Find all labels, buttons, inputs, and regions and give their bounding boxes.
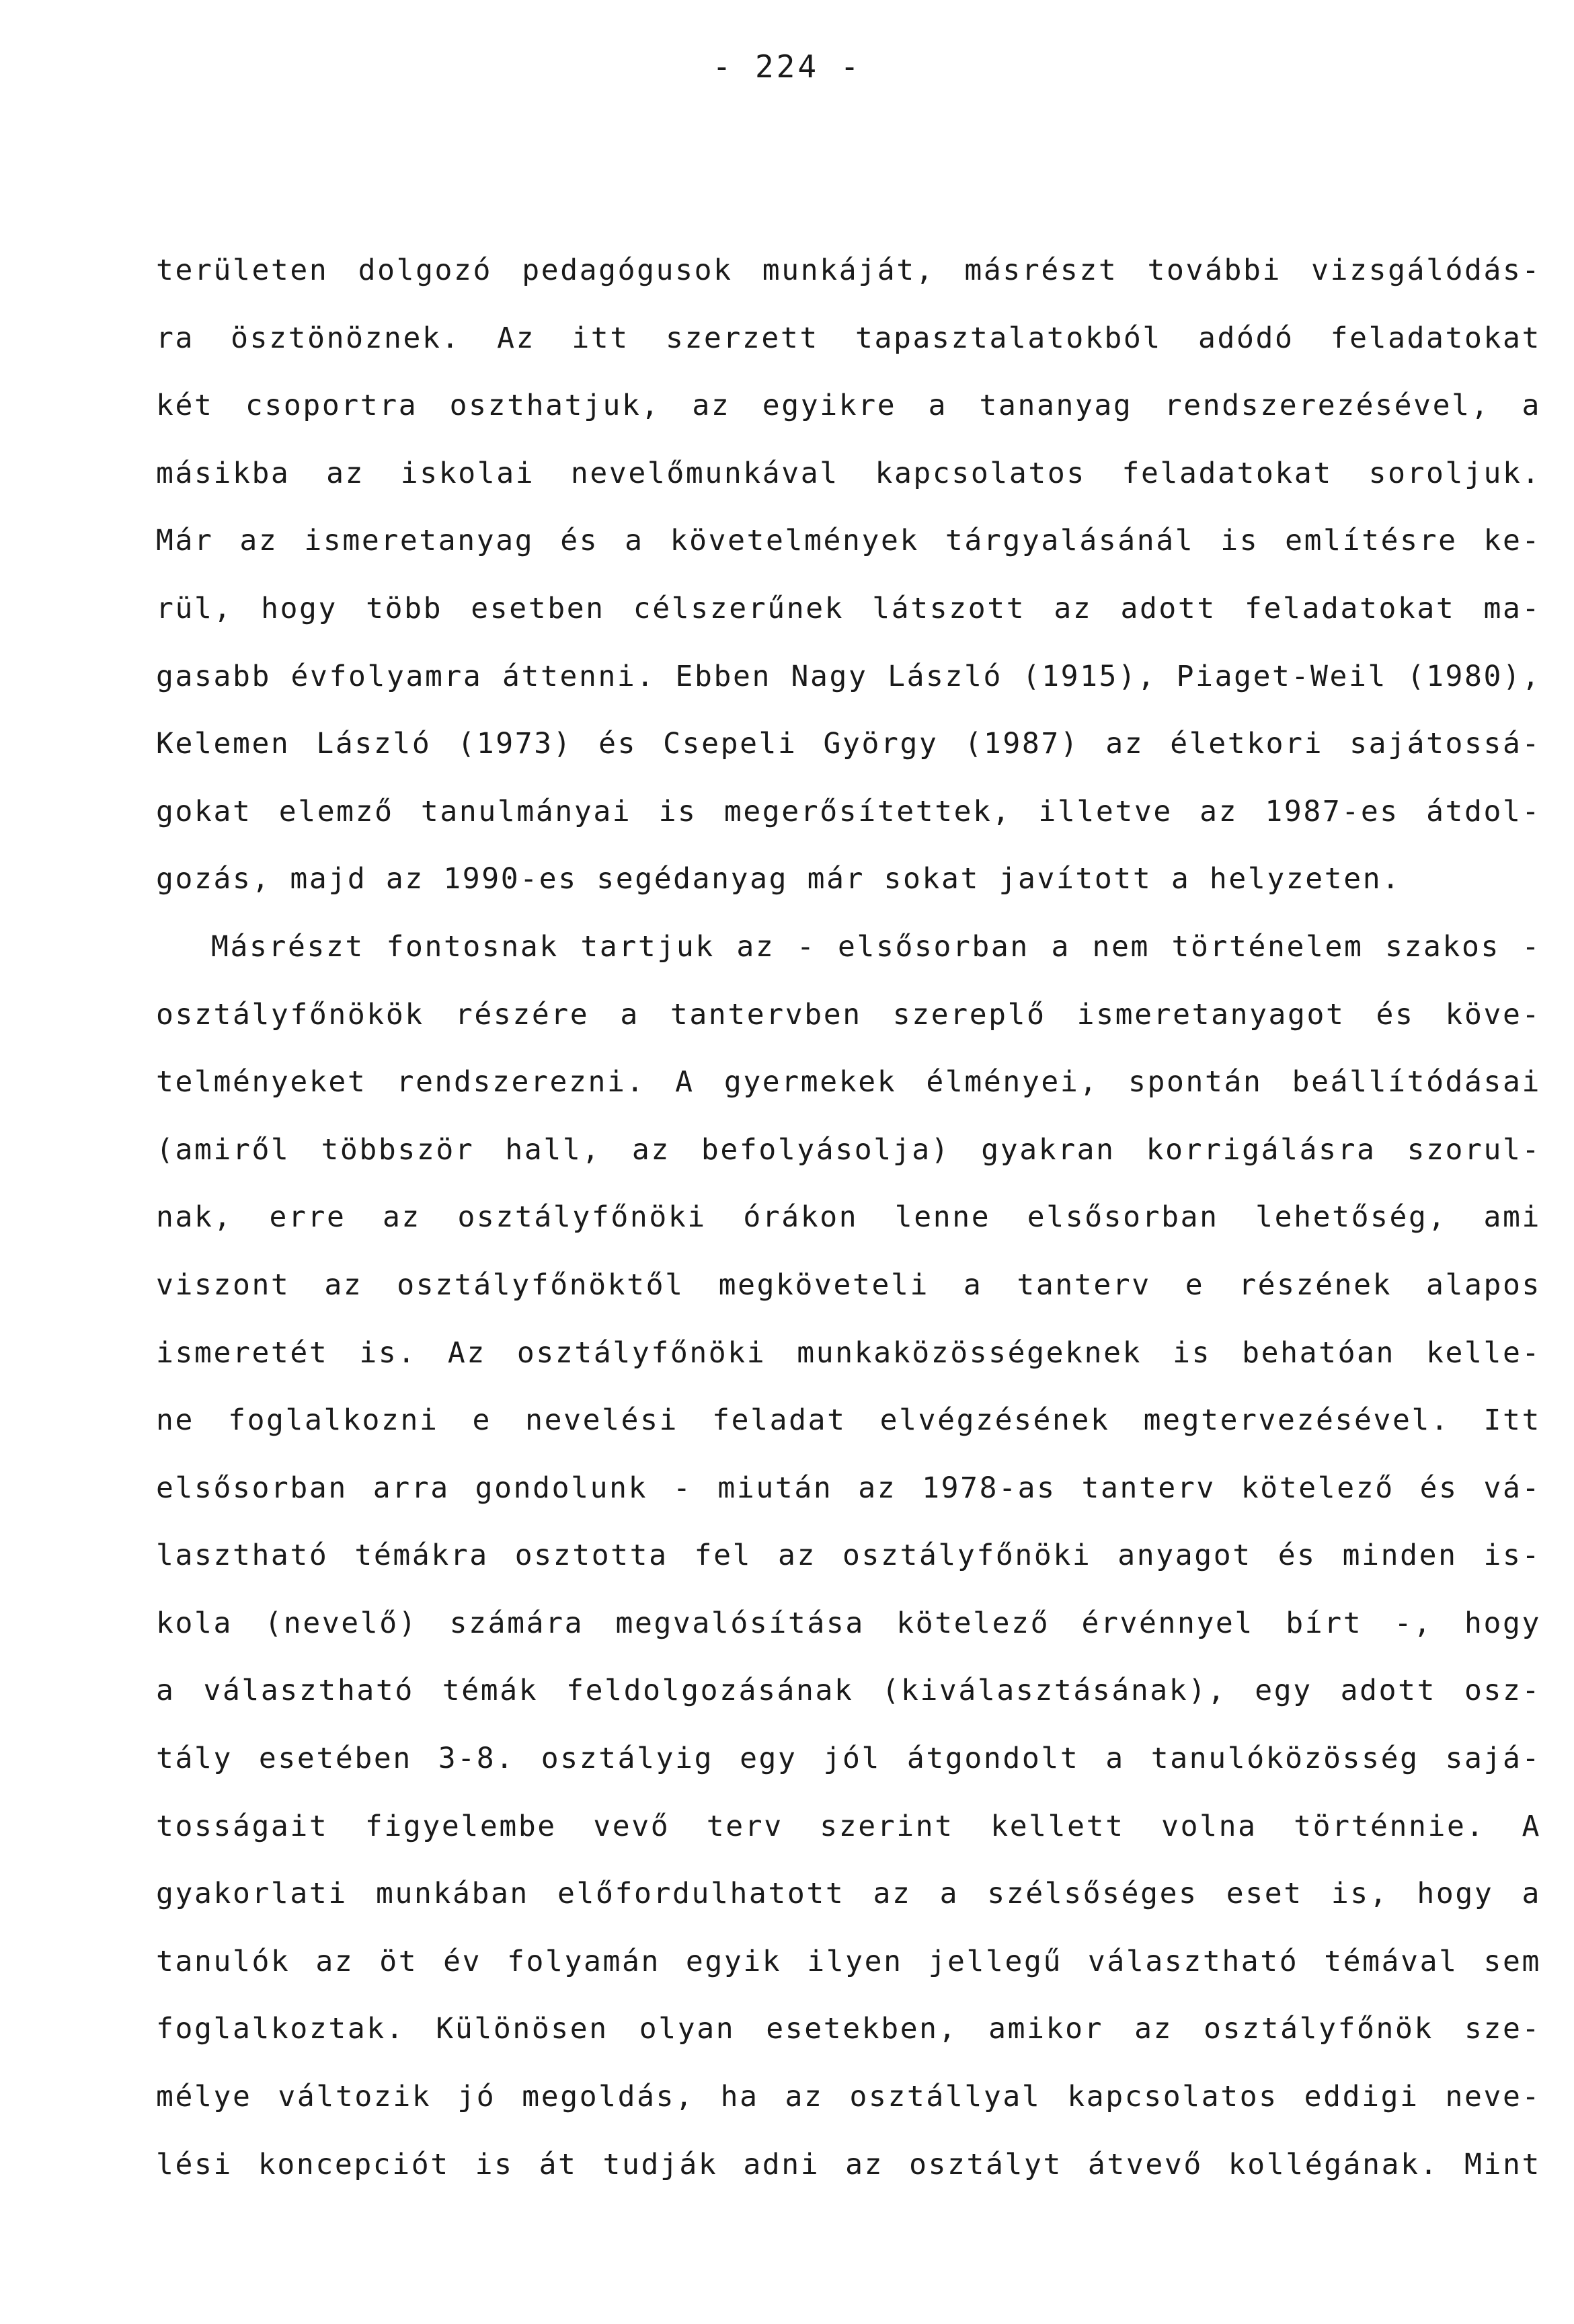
text-line: gokat elemző tanulmányai is megerősítettek, illetve az 1987-es átdol- [156,794,1541,828]
text-line: telményeket rendszerezni. A gyermekek élményei, spontán beállítódásai [156,1065,1541,1099]
text-line: lasztható témákra osztotta fel az osztályfőnöki anyagot és minden is- [156,1539,1541,1573]
text-line: tály esetében 3-8. osztályig egy jól átgondolt a tanulóközösség sajá- [156,1742,1541,1776]
text-line: mélye változik jó megoldás, ha az osztállyal kapcsolatos eddigi neve- [156,2080,1541,2114]
text-line: gozás, majd az 1990-es segédanyag már sokat javított a helyzeten. [156,862,1401,896]
text-line: foglalkoztak. Különösen olyan esetekben, amikor az osztályfőnök sze- [156,2012,1541,2046]
text-line: rül, hogy több esetben célszerűnek látszott az adott feladatokat ma- [156,591,1541,625]
text-line: ismeretét is. Az osztályfőnöki munkaközösségeknek is behatóan kelle- [156,1335,1541,1370]
text-line: (amiről többször hall, az befolyásolja) gyakran korrigálásra szorul- [156,1132,1541,1167]
text-line: két csoportra oszthatjuk, az egyikre a tananyag rendszerezésével, a [156,389,1541,423]
body-text [156,237,1541,2198]
text-line: tanulók az öt év folyamán egyik ilyen jellegű választható témával sem [156,1944,1541,1978]
text-line: viszont az osztályfőnöktől megköveteli a tanterv e részének alapos [156,1268,1541,1302]
text-line: Másrészt fontosnak tartjuk az - elsősorban a nem történelem szakos - [211,929,1541,964]
text-line: tosságait figyelembe vevő terv szerint kellett volna történnie. A [156,1809,1541,1843]
text-line: gasabb évfolyamra áttenni. Ebben Nagy László (1915), Piaget-Weil (1980), [156,659,1541,693]
text-line: Kelemen László (1973) és Csepeli György (1987) az életkori sajátossá- [156,727,1541,761]
text-line: nak, erre az osztályfőnöki órákon lenne elsősorban lehetőség, ami [156,1200,1541,1235]
text-line: a választható témák feldolgozásának (kiválasztásának), egy adott osz- [156,1674,1541,1708]
page-number: - 224 - [712,48,862,85]
text-line: ne foglalkozni e nevelési feladat elvégzésének megtervezésével. Itt [156,1403,1541,1438]
text-line: ra ösztönöznek. Az itt szerzett tapasztalatokból adódó feladatokat [156,321,1541,355]
text-line: elsősorban arra gondolunk - miután az 1978-as tanterv kötelező és vá- [156,1471,1541,1505]
text-line: osztályfőnökök részére a tantervben szereplő ismeretanyagot és köve- [156,997,1541,1032]
text-line: gyakorlati munkában előfordulhatott az a szélsőséges eset is, hogy a [156,1877,1541,1911]
text-line: Már az ismeretanyag és a követelmények tárgyalásánál is említésre ke- [156,524,1541,558]
text-line: lési koncepciót is át tudják adni az osztályt átvevő kollégának. Mint [156,2147,1541,2181]
text-line: másikba az iskolai nevelőmunkával kapcsolatos feladatokat soroljuk. [156,456,1541,490]
text-line: területen dolgozó pedagógusok munkáját, másrészt további vizsgálódás- [156,254,1541,287]
text-line: kola (nevelő) számára megvalósítása kötelező érvénnyel bírt -, hogy [156,1606,1541,1640]
